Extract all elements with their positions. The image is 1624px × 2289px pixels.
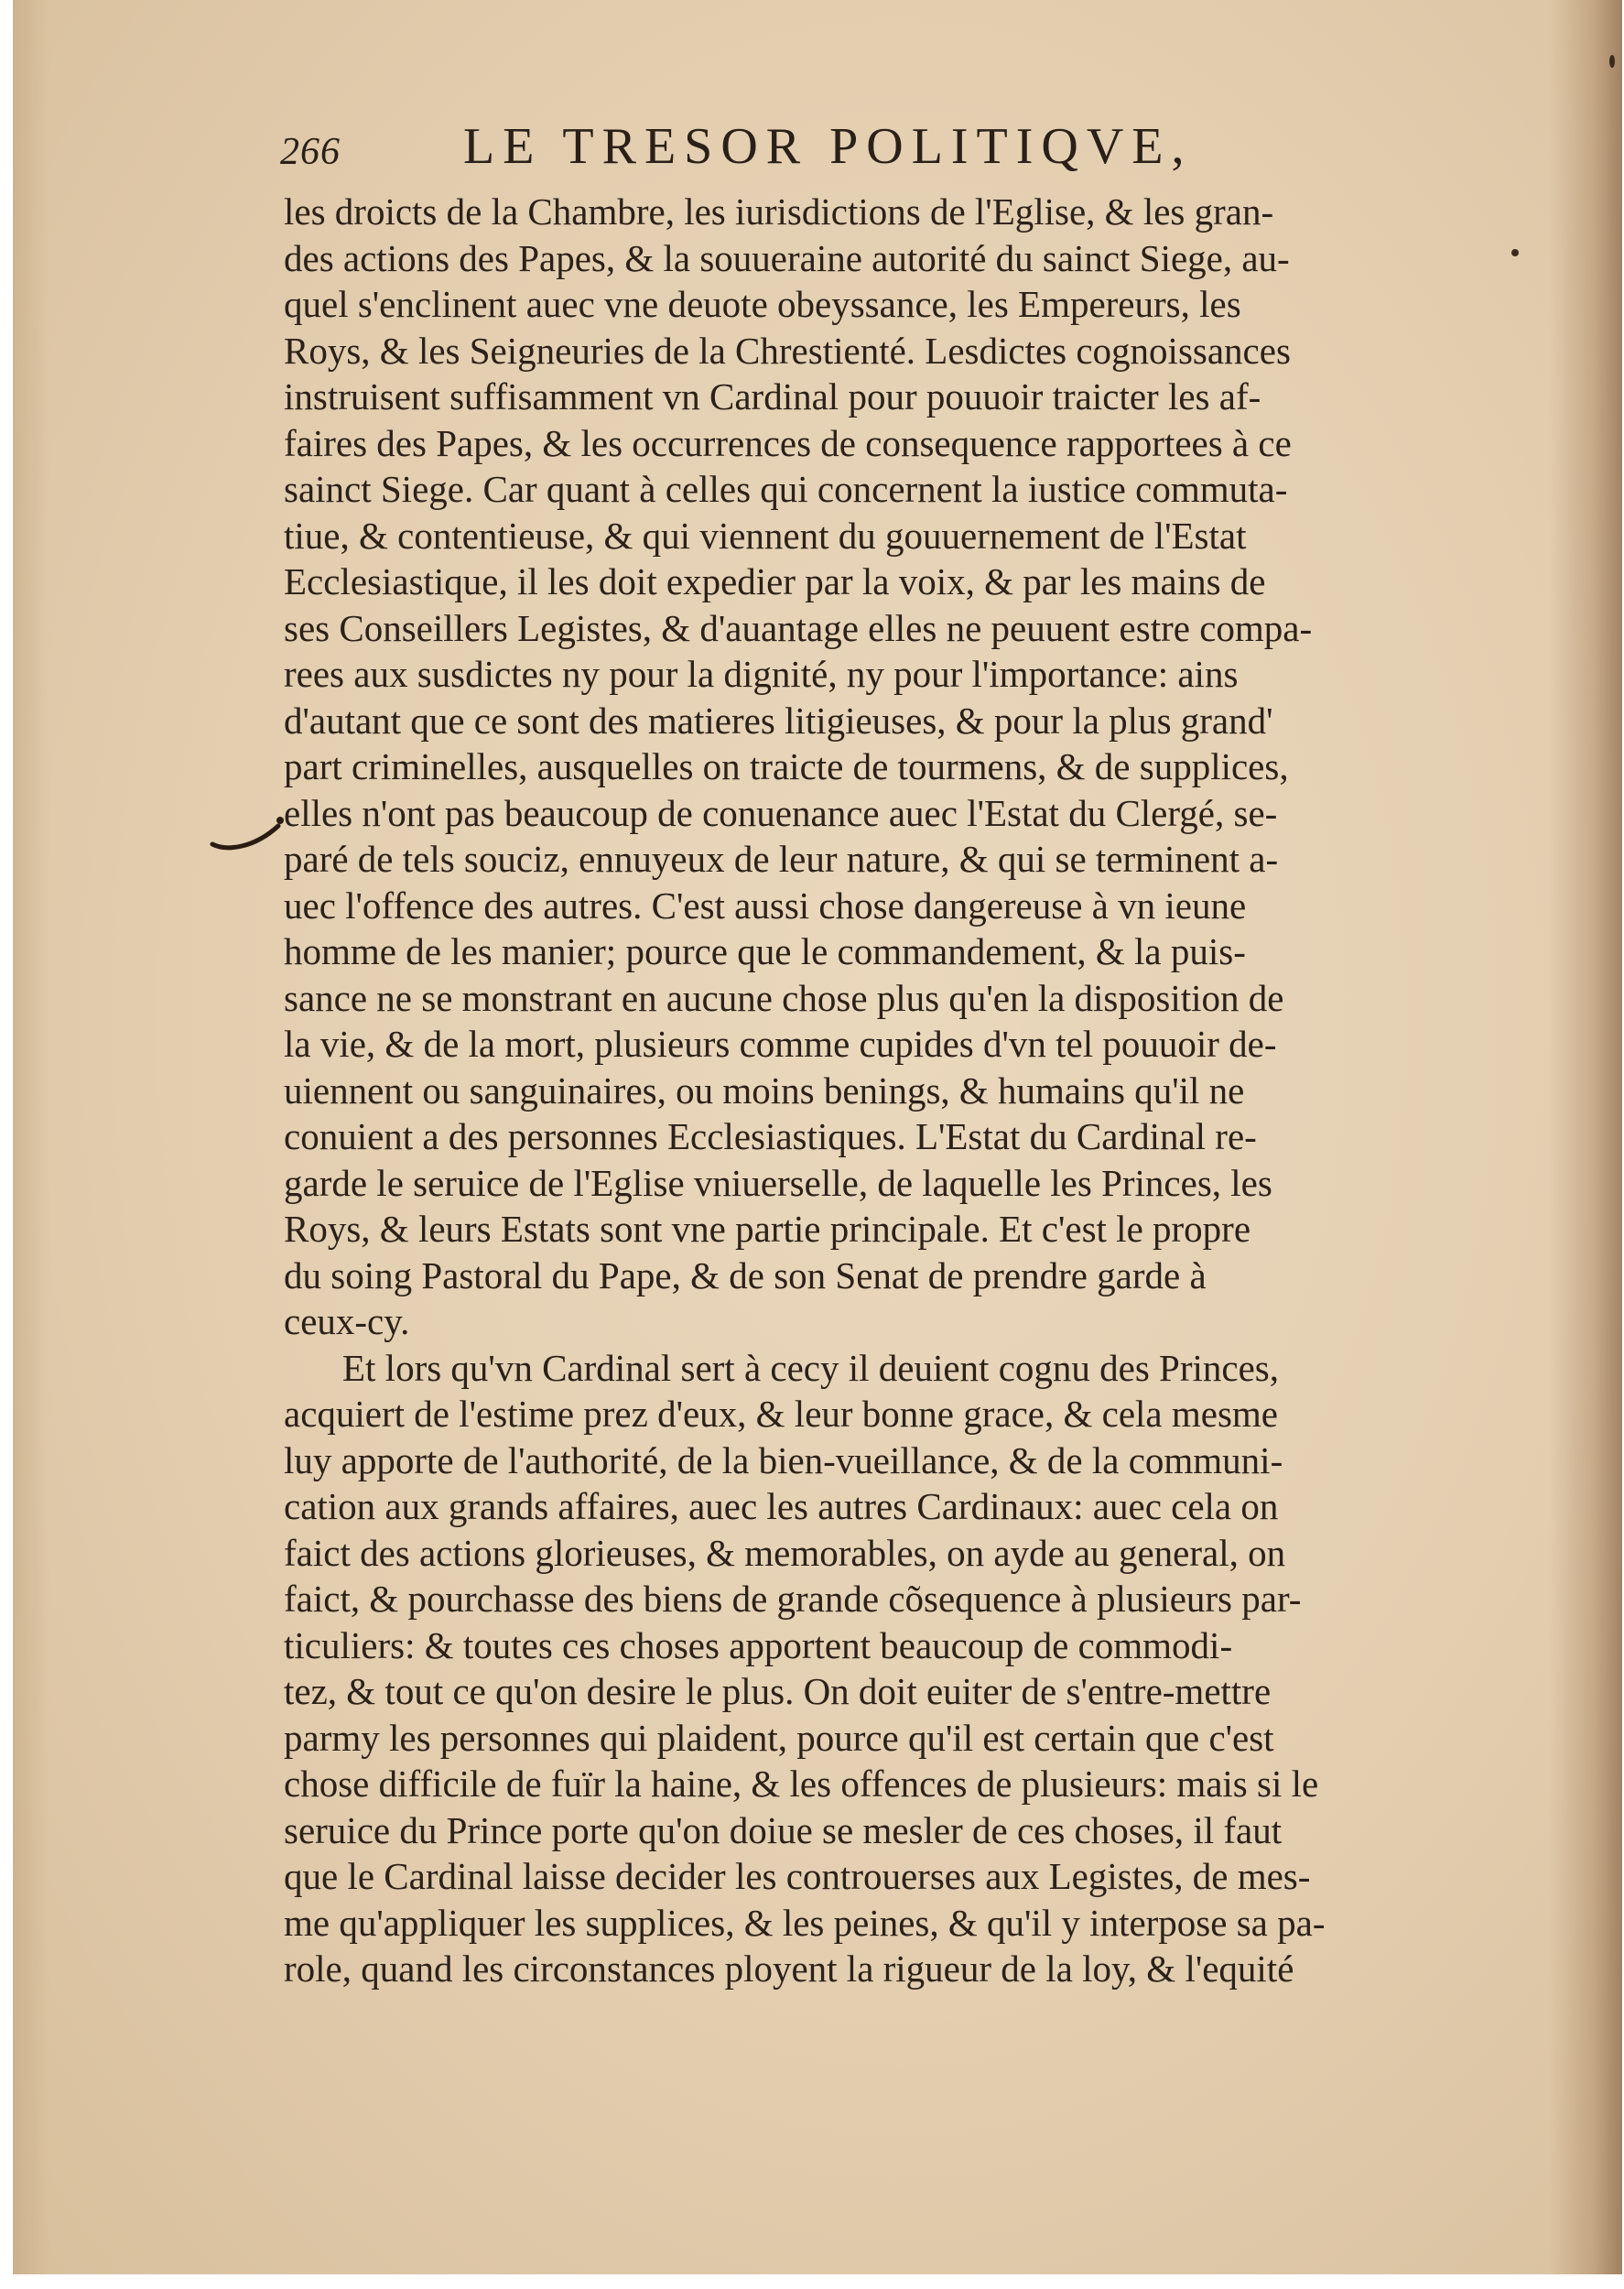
text-line: ses Conseillers Legistes, & d'auantage elles ne peuuent estre compa- xyxy=(284,606,1313,649)
marginal-pen-mark xyxy=(207,806,289,861)
text-line: luy apporte de l'authorité, de la bien-vueillance, & de la communi- xyxy=(284,1438,1283,1481)
text-line: garde le seruice de l'Eglise vniuerselle, de laquelle les Princes, les xyxy=(284,1161,1272,1204)
text-line: tiue, & contentieuse, & qui viennent du gouuernement de l'Estat xyxy=(284,514,1247,557)
text-line: Roys, & les Seigneuries de la Chrestienté. Lesdictes cognoissances xyxy=(284,329,1291,372)
text-line: faict des actions glorieuses, & memorables, on ayde au general, on xyxy=(284,1531,1286,1574)
text-line: me qu'appliquer les supplices, & les peines, & qu'il y interpose sa pa- xyxy=(284,1901,1326,1944)
text-line: instruisent suffisamment vn Cardinal pour pouuoir traicter les af- xyxy=(284,375,1261,418)
text-line: homme de les manier; pource que le commandement, & la puis- xyxy=(284,930,1246,972)
text-line: d'autant que ce sont des matieres litigieuses, & pour la plus grand' xyxy=(284,699,1273,742)
text-line: du soing Pastoral du Pape, & de son Senat de prendre garde à xyxy=(284,1253,1207,1296)
running-title: LE TRESOR POLITIQVE, xyxy=(463,118,1193,175)
text-line: conuient a des personnes Ecclesiastiques. L'Estat du Cardinal re- xyxy=(284,1115,1257,1157)
ink-speck xyxy=(1609,55,1615,68)
text-line: des actions des Papes, & la souueraine autorité du sainct Siege, au- xyxy=(284,236,1290,279)
running-head xyxy=(280,117,1287,175)
text-line: parmy les personnes qui plaident, pource qu'il est certain que c'est xyxy=(284,1716,1274,1759)
page-edge-shadow xyxy=(13,0,49,2274)
paragraph-first-line: Et lors qu'vn Cardinal sert à cecy il deuient cognu des Princes, xyxy=(342,1346,1279,1389)
text-line: chose difficile de fuïr la haine, & les offences de plusieurs: mais si le xyxy=(284,1763,1319,1805)
text-line: paré de tels souciz, ennuyeux de leur nature, & qui se terminent a- xyxy=(284,838,1279,880)
text-line: ticuliers: & toutes ces choses apportent beaucoup de commodi- xyxy=(284,1623,1233,1666)
text-line: faires des Papes, & les occurrences de consequence rapportees à ce xyxy=(284,421,1292,464)
body-text xyxy=(284,189,1456,1992)
text-line: que le Cardinal laisse decider les controuerses aux Legistes, de mes- xyxy=(284,1855,1311,1897)
text-line: cation aux grands affaires, auec les autres Cardinaux: auec cela on xyxy=(284,1485,1279,1527)
text-line: seruice du Prince porte qu'on doiue se mesler de ces choses, il faut xyxy=(284,1808,1283,1851)
text-line: rees aux susdictes ny pour la dignité, ny pour l'importance: ains xyxy=(284,653,1239,695)
text-line: sance ne se monstrant en aucune chose plus qu'en la disposition de xyxy=(284,976,1284,1019)
text-line: elles n'ont pas beaucoup de conuenance auec l'Estat du Clergé, se- xyxy=(284,791,1278,834)
binding-gutter xyxy=(1549,0,1622,2274)
text-line: quel s'enclinent auec vne deuote obeyssance, les Empereurs, les xyxy=(284,283,1241,325)
text-line: uiennent ou sanguinaires, ou moins benings, & humains qu'il ne xyxy=(284,1069,1245,1112)
scanned-page xyxy=(13,0,1622,2274)
text-line: faict, & pourchasse des biens de grande cõsequence à plusieurs par- xyxy=(284,1578,1302,1620)
text-line: part criminelles, ausquelles on traicte de tourmens, & de supplices, xyxy=(284,745,1289,787)
text-line: les droicts de la Chambre, les iurisdictions de l'Eglise, & les gran- xyxy=(284,190,1274,233)
ink-speck xyxy=(1511,249,1519,256)
text-line: ceux-cy. xyxy=(284,1300,410,1342)
text-line: sainct Siege. Car quant à celles qui concernent la iustice commuta- xyxy=(284,468,1288,510)
text-line: role, quand les circonstances ployent la rigueur de la loy, & l'equité xyxy=(284,1947,1294,1990)
text-line: Roys, & leurs Estats sont vne partie principale. Et c'est le propre xyxy=(284,1208,1251,1250)
text-line: Ecclesiastique, il les doit expedier par la voix, & par les mains de xyxy=(284,560,1266,602)
text-line: acquiert de l'estime prez d'eux, & leur bonne grace, & cela mesme xyxy=(284,1393,1278,1435)
text-line: tez, & tout ce qu'on desire le plus. On doit euiter de s'entre-mettre xyxy=(284,1670,1272,1712)
text-line: la vie, & de la mort, plusieurs comme cupides d'vn tel pouuoir de- xyxy=(284,1023,1277,1065)
page-number: 266 xyxy=(280,131,341,173)
text-line: uec l'offence des autres. C'est aussi chose dangereuse à vn ieune xyxy=(284,884,1247,927)
